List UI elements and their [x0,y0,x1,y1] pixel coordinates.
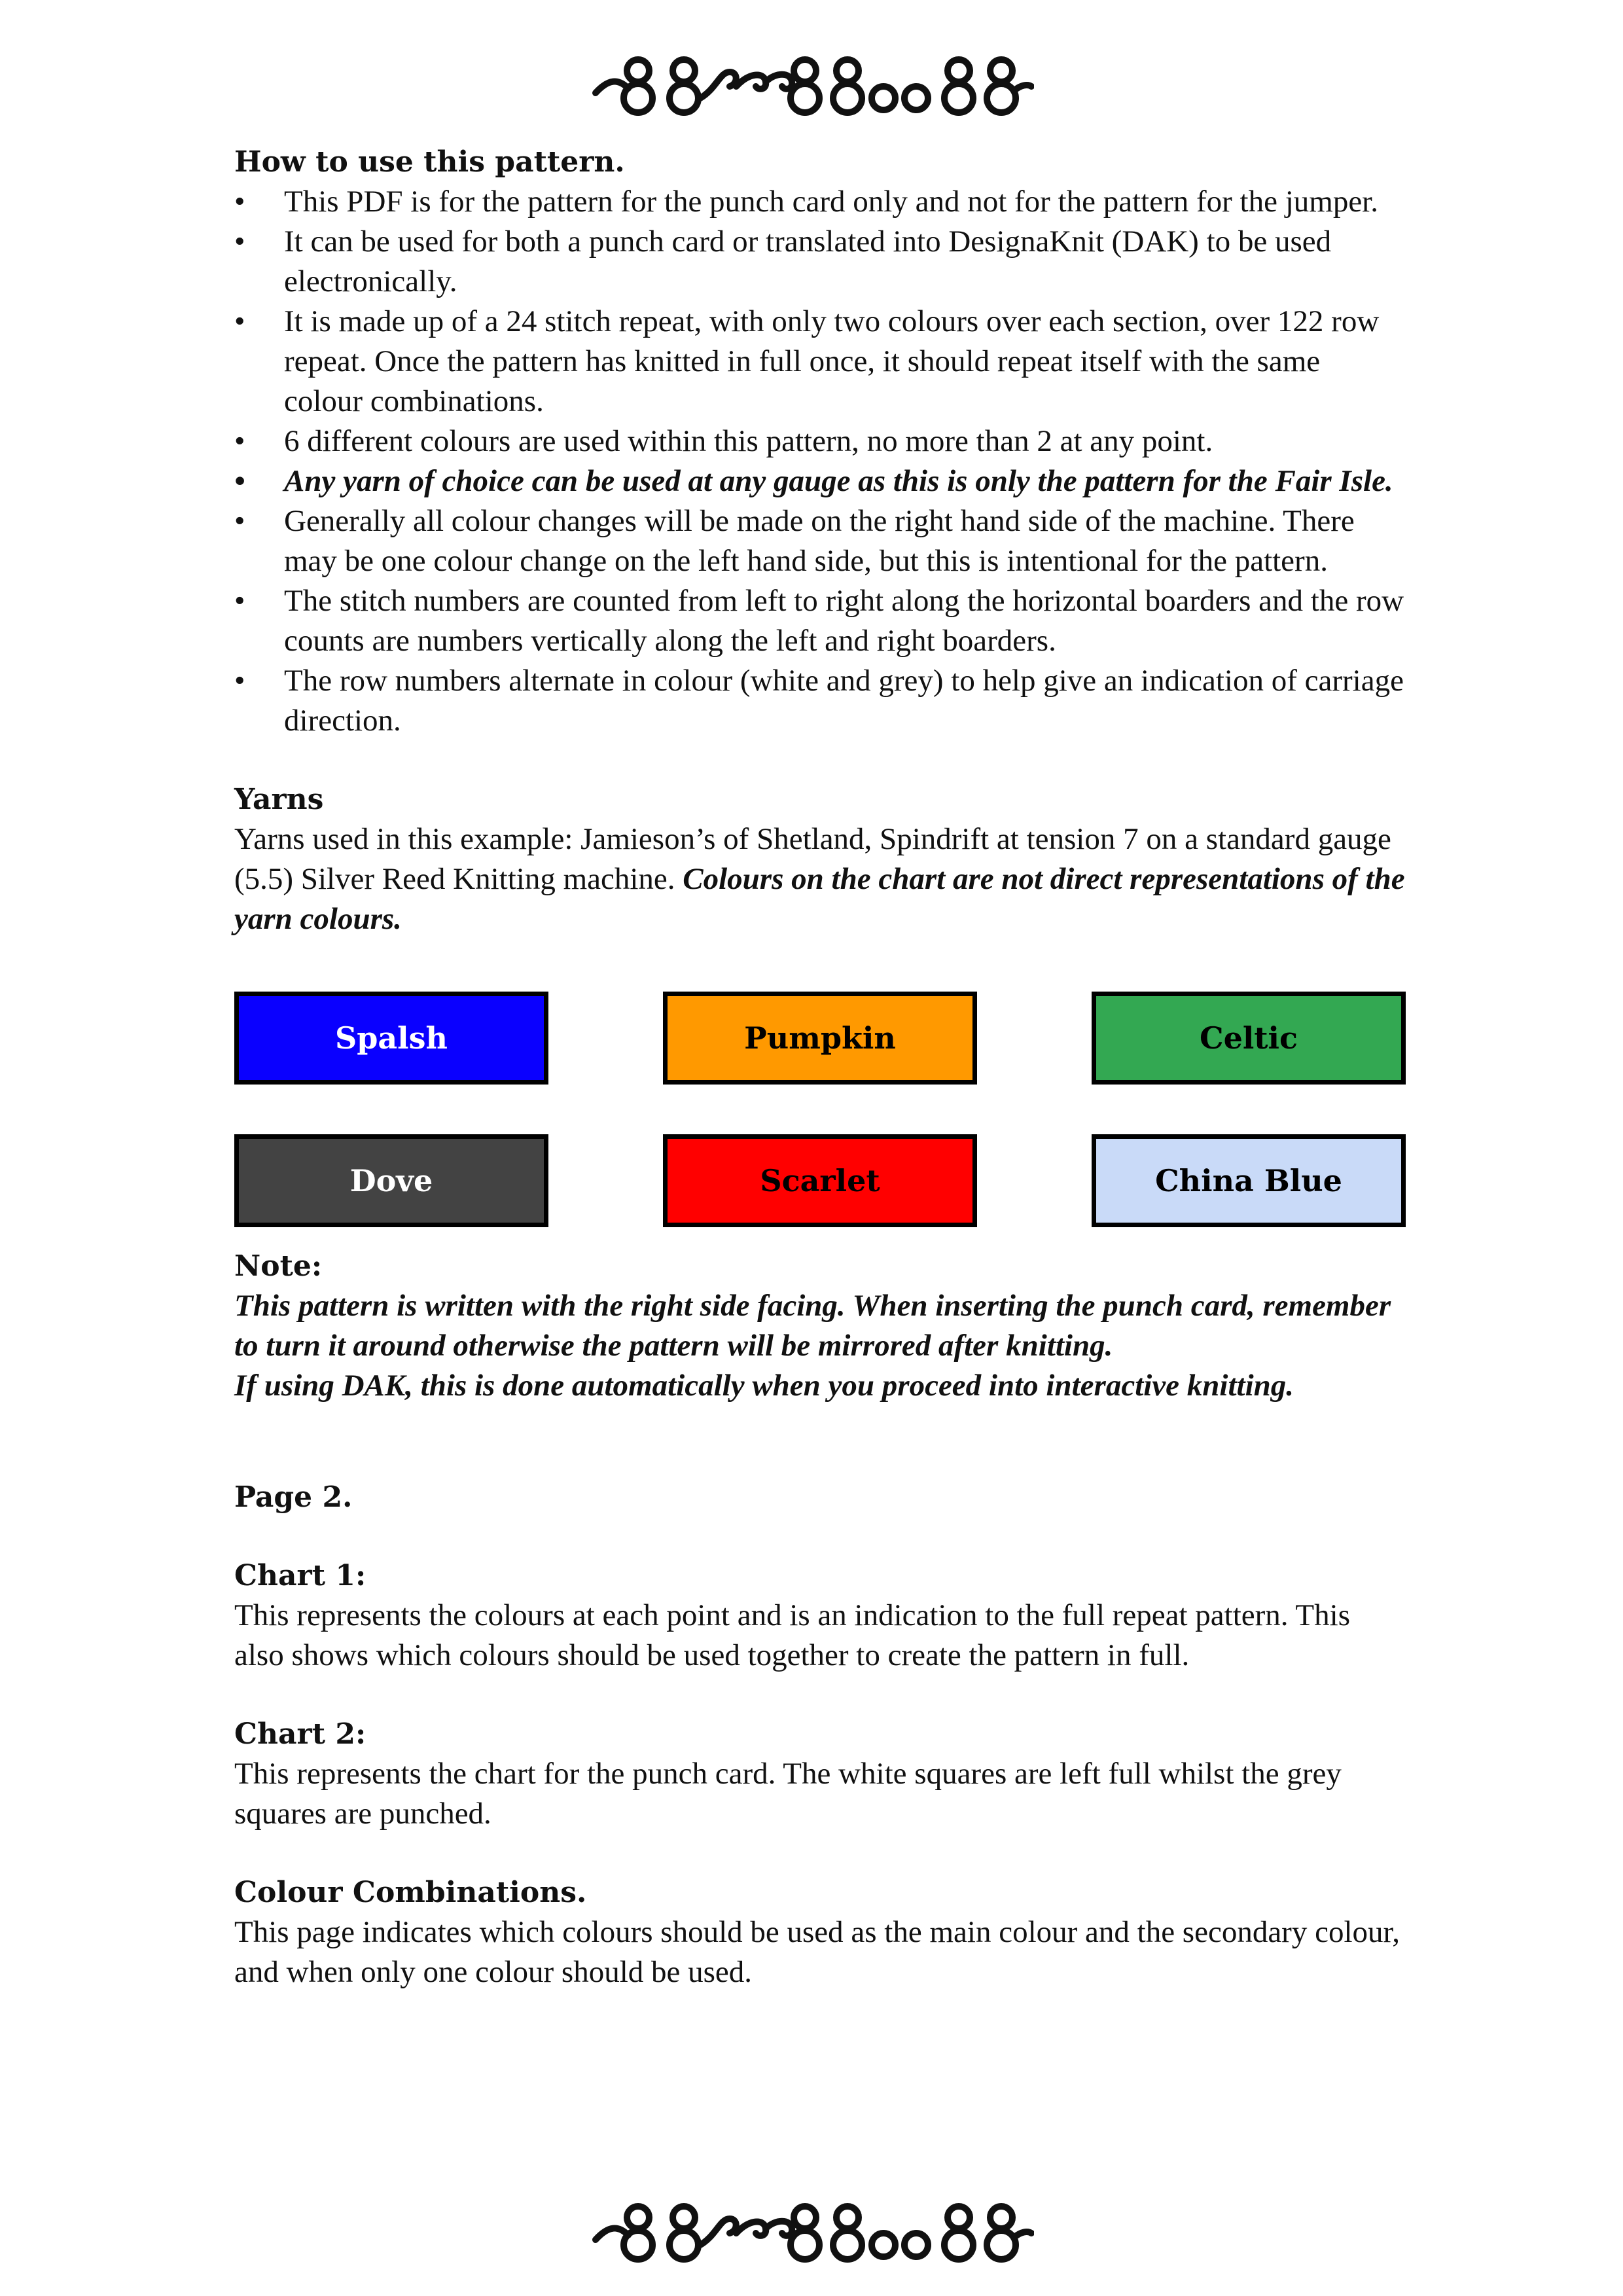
chart2-heading: Chart 2: [234,1717,366,1751]
swatch-pumpkin: Pumpkin [663,992,977,1085]
page-content [234,143,1406,1992]
usage-bullet: • 6 different colours are used within this pattern, no more than 2 at any point. [234,422,1406,461]
usage-bullet-emphasis: • Any yarn of choice can be used at any gauge as this is only the pattern for the Fair Isle. [234,461,1406,501]
usage-bullet: • The stitch numbers are counted from left to right along the horizontal boarders and the row counts are numbers vertically along the left and right boarders. [234,581,1406,661]
yarns-emphasis: Colours on the chart are not direct representations of the yarn colours. [234,862,1405,936]
note-heading: Note: [234,1249,323,1283]
usage-bullet: • It can be used for both a punch card or translated into DesignaKnit (DAK) to be used electronically. [234,222,1406,302]
usage-list [234,182,1406,741]
usage-bullet: • The row numbers alternate in colour (white and grey) to help give an indication of carriage direction. [234,661,1406,741]
swatch-scarlet: Scarlet [663,1134,977,1227]
note-line-2: If using DAK, this is done automatically when you proceed into interactive knitting. [234,1369,1294,1403]
swatch-celtic: Celtic [1092,992,1406,1085]
loop-ornament-top [589,33,1034,124]
colour-combinations-heading: Colour Combinations. [234,1876,587,1909]
swatch-china-blue: China Blue [1092,1134,1406,1227]
chart2-text: This represents the chart for the punch card. The white squares are left full whilst the grey squares are punched. [234,1757,1342,1831]
page2-heading: Page 2. [234,1480,353,1514]
usage-bullet: • It is made up of a 24 stitch repeat, with only two colours over each section, over 122 row repeat. Once the pattern has knitted in full once, it should repeat itself with the same colour combinations. [234,302,1406,422]
chart1-text: This represents the colours at each point and is an indication to the full repeat pattern. This also shows which colours should be used together to create the pattern in full. [234,1598,1350,1672]
swatch-dove: Dove [234,1134,548,1227]
yarns-heading: Yarns [234,783,324,816]
loop-ornament-bottom [589,2179,1034,2271]
note-line-1: This pattern is written with the right side facing. When inserting the punch card, remember to turn it around otherwise the pattern will be mirrored after knitting. [234,1289,1391,1363]
yarns-text: Yarns used in this example: Jamieson’s of Shetland, Spindrift at tension 7 on a standard gauge (5.5) Silver Reed Knitting machine. [234,822,1391,896]
usage-heading: How to use this pattern. [234,145,625,179]
usage-bullet: • This PDF is for the pattern for the punch card only and not for the pattern for the jumper. [234,182,1406,222]
usage-bullet: • Generally all colour changes will be made on the right hand side of the machine. There may be one colour change on the left hand side, but this is intentional for the pattern. [234,501,1406,581]
colour-swatches [234,992,1406,1227]
colour-combinations-text: This page indicates which colours should be used as the main colour and the secondary colour, and when only one colour should be used. [234,1915,1400,1989]
yarns-paragraph [234,819,1406,939]
swatch-spalsh: Spalsh [234,992,548,1085]
chart1-heading: Chart 1: [234,1559,366,1592]
